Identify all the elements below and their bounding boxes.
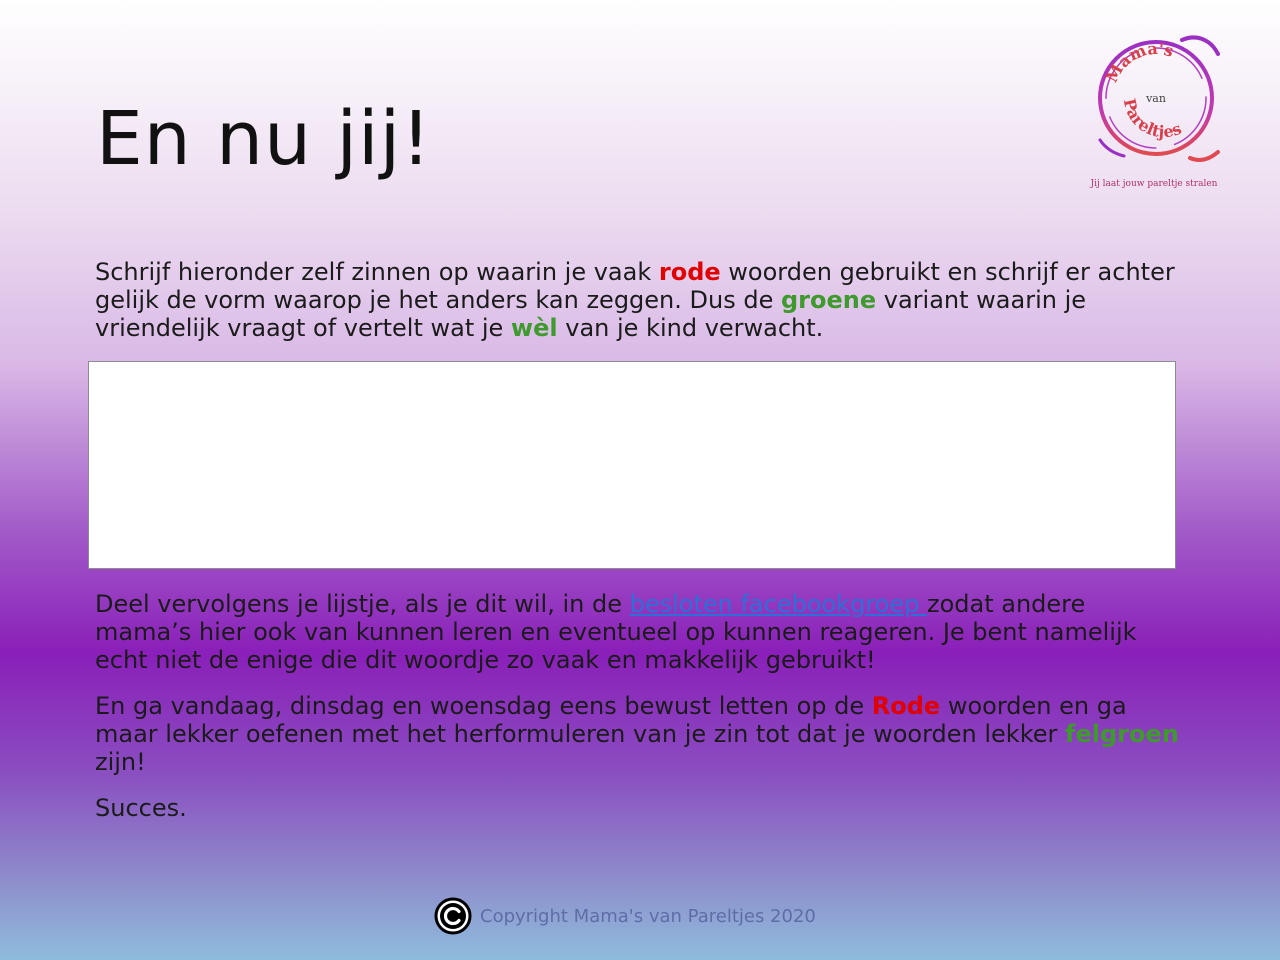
copyright-text: Copyright Mama's van Pareltjes 2020 [480,905,816,927]
logo-top-text: Mama's [1102,38,1176,86]
logo-tagline: Jij laat jouw pareltje stralen [1090,179,1218,189]
copyright-icon [434,897,472,935]
practice-paragraph: En ga vandaag, dinsdag en woensdag eens bewust letten op de Rode woorden en ga maar lekker oefenen met het herformuleren van je zin tot dat je woorden lekker felgroen zijn! [95,692,1179,776]
green-word-wel: wèl [510,314,558,342]
green-word: groene [780,286,877,314]
closing-text: Succes. [95,794,187,822]
red-word: rode [658,258,721,286]
logo-bottom-text: Pareltjes [1119,96,1185,142]
footer [434,897,816,935]
facebook-group-link[interactable]: besloten facebookgroep [629,590,927,618]
intro-paragraph: Schrijf hieronder zelf zinnen op waarin je vaak rode woorden gebruikt en schrijf er achter gelijk de vorm waarop je het anders kan zeggen. Dus de groene variant waarin je vriendelijk vraagt of vertelt wat je wèl van je kind verwacht. [95,258,1175,342]
green-word-felgroen: felgroen [1065,720,1179,748]
red-word-rode: Rode [871,692,941,720]
share-paragraph: Deel vervolgens je lijstje, als je dit wil, in de besloten facebookgroep zodat andere mama’s hier ook van kunnen leren en eventueel op kunnen reageren. Je bent namelijk echt niet de enige die dit woordje zo vaak en makkelijk gebruikt! [95,590,1137,674]
answer-text-box[interactable] [88,361,1176,569]
mamas-van-pareltjes-logo [1086,22,1226,192]
logo-middle-text: van [1146,92,1166,105]
page-title: En nu jij! [96,96,432,182]
